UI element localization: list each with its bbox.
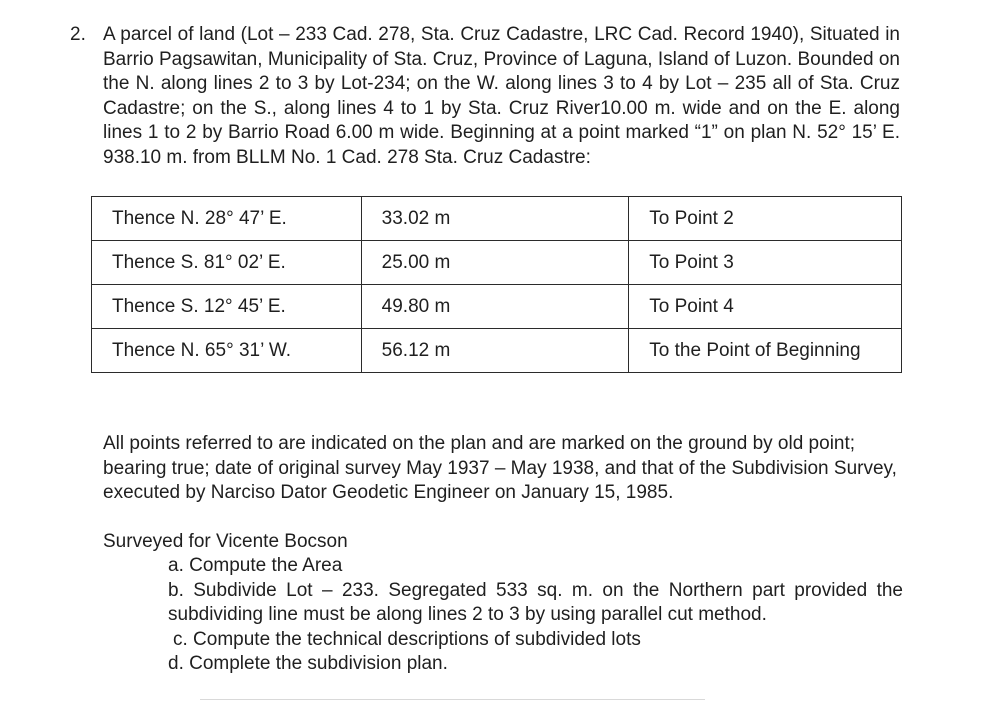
table-row	[92, 329, 902, 373]
bearing-cell: Thence N. 65° 31’ W.	[92, 329, 362, 373]
technical-description-table	[91, 196, 902, 373]
table-row	[92, 197, 902, 241]
table-row	[92, 285, 902, 329]
task-item-b: b. Subdivide Lot – 233. Segregated 533 sq. m. on the Northern part provided the subdividing line must be along lines 2 to 3 by using parallel cut method.	[168, 579, 903, 625]
bearing-cell: Thence S. 12° 45’ E.	[92, 285, 362, 329]
distance-cell: 49.80 m	[361, 285, 629, 329]
destination-cell: To Point 3	[629, 241, 902, 285]
distance-cell: 56.12 m	[361, 329, 629, 373]
survey-notes: All points referred to are indicated on the plan and are marked on the ground by old point; bearing true; date of original survey May 1937 – May 1938, and that of the Subdivision Survey, executed by Narciso Dator Geodetic Engineer on January 15, 1985.	[103, 433, 897, 503]
destination-cell: To the Point of Beginning	[629, 329, 902, 373]
distance-cell: 33.02 m	[361, 197, 629, 241]
destination-cell: To Point 4	[629, 285, 902, 329]
distance-cell: 25.00 m	[361, 241, 629, 285]
table-row	[92, 241, 902, 285]
problem-number: 2.	[70, 24, 86, 45]
surveyed-for: Surveyed for Vicente Bocson	[103, 531, 348, 552]
task-item-c: c. Compute the technical descriptions of subdivided lots	[173, 628, 641, 650]
task-item-d: d. Complete the subdivision plan.	[168, 653, 448, 674]
task-list	[168, 554, 903, 677]
problem-description: A parcel of land (Lot – 233 Cad. 278, Sta. Cruz Cadastre, LRC Cad. Record 1940), Situated in Barrio Pagsawitan, Municipality of Sta. Cruz, Province of Laguna, Island of Luzon. Bounded on the N. along lines 2 to 3 by Lot-234; on the W. along lines 3 to 4 by Lot – 235 all of Sta. Cruz Cadastre; on the S., along lines 4 to 1 by Sta. Cruz River10.00 m. wide and on the E. along lines 1 to 2 by Barrio Road 6.00 m wide. Beginning at a point marked “1” on plan N. 52° 15’ E. 938.10 m. from BLLM No. 1 Cad. 278 Sta. Cruz Cadastre:	[103, 24, 900, 168]
bottom-divider	[200, 699, 705, 700]
bearing-cell: Thence S. 81° 02’ E.	[92, 241, 362, 285]
destination-cell: To Point 2	[629, 197, 902, 241]
task-item-a: a. Compute the Area	[168, 555, 343, 576]
bearing-cell: Thence N. 28° 47’ E.	[92, 197, 362, 241]
